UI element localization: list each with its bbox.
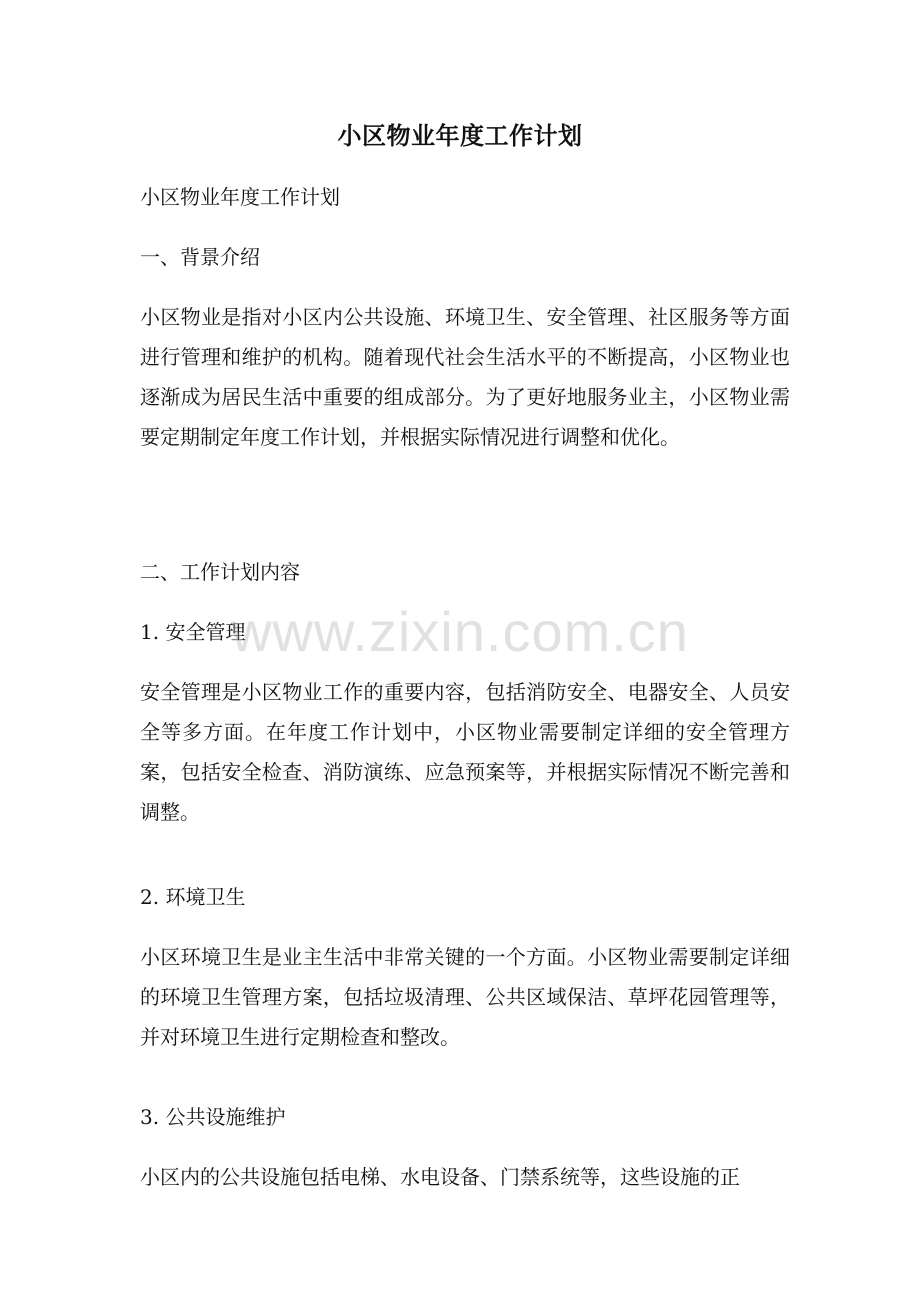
environment-paragraph: 小区环境卫生是业主生活中非常关键的一个方面。小区物业需要制定详细的环境卫生管理方案，包括垃圾清理、公共区域保洁、草坪花园管理等，并对环境卫生进行定期检查和整改。 xyxy=(140,945,790,1049)
background-paragraph: 小区物业是指对小区内公共设施、环境卫生、安全管理、社区服务等方面进行管理和维护的机构。随着现代社会生活水平的不断提高，小区物业也逐渐成为居民生活中重要的组成部分。为了更好地服务业主，小区物业需要定期制定年度工作计划，并根据实际情况进行调整和优化。 xyxy=(140,305,790,449)
safety-paragraph: 安全管理是小区物业工作的重要内容，包括消防安全、电器安全、人员安全等多方面。在年度工作计划中，小区物业需要制定详细的安全管理方案，包括安全检查、消防演练、应急预案等，并根据实际情况不断完善和调整。 xyxy=(140,680,790,824)
item-heading-safety: 1. 安全管理 xyxy=(140,620,246,644)
section-heading-plan-content: 二、工作计划内容 xyxy=(140,560,300,584)
page-title: 小区物业年度工作计划 xyxy=(337,121,583,150)
item-heading-environment: 2. 环境卫生 xyxy=(140,885,246,909)
watermark: www.zixin.com.cn xyxy=(231,600,689,663)
item-heading-facilities: 3. 公共设施维护 xyxy=(140,1105,286,1129)
section-heading-background: 一、背景介绍 xyxy=(140,245,260,269)
facilities-paragraph: 小区内的公共设施包括电梯、水电设备、门禁系统等，这些设施的正 xyxy=(140,1165,740,1189)
document-subtitle: 小区物业年度工作计划 xyxy=(140,185,340,209)
